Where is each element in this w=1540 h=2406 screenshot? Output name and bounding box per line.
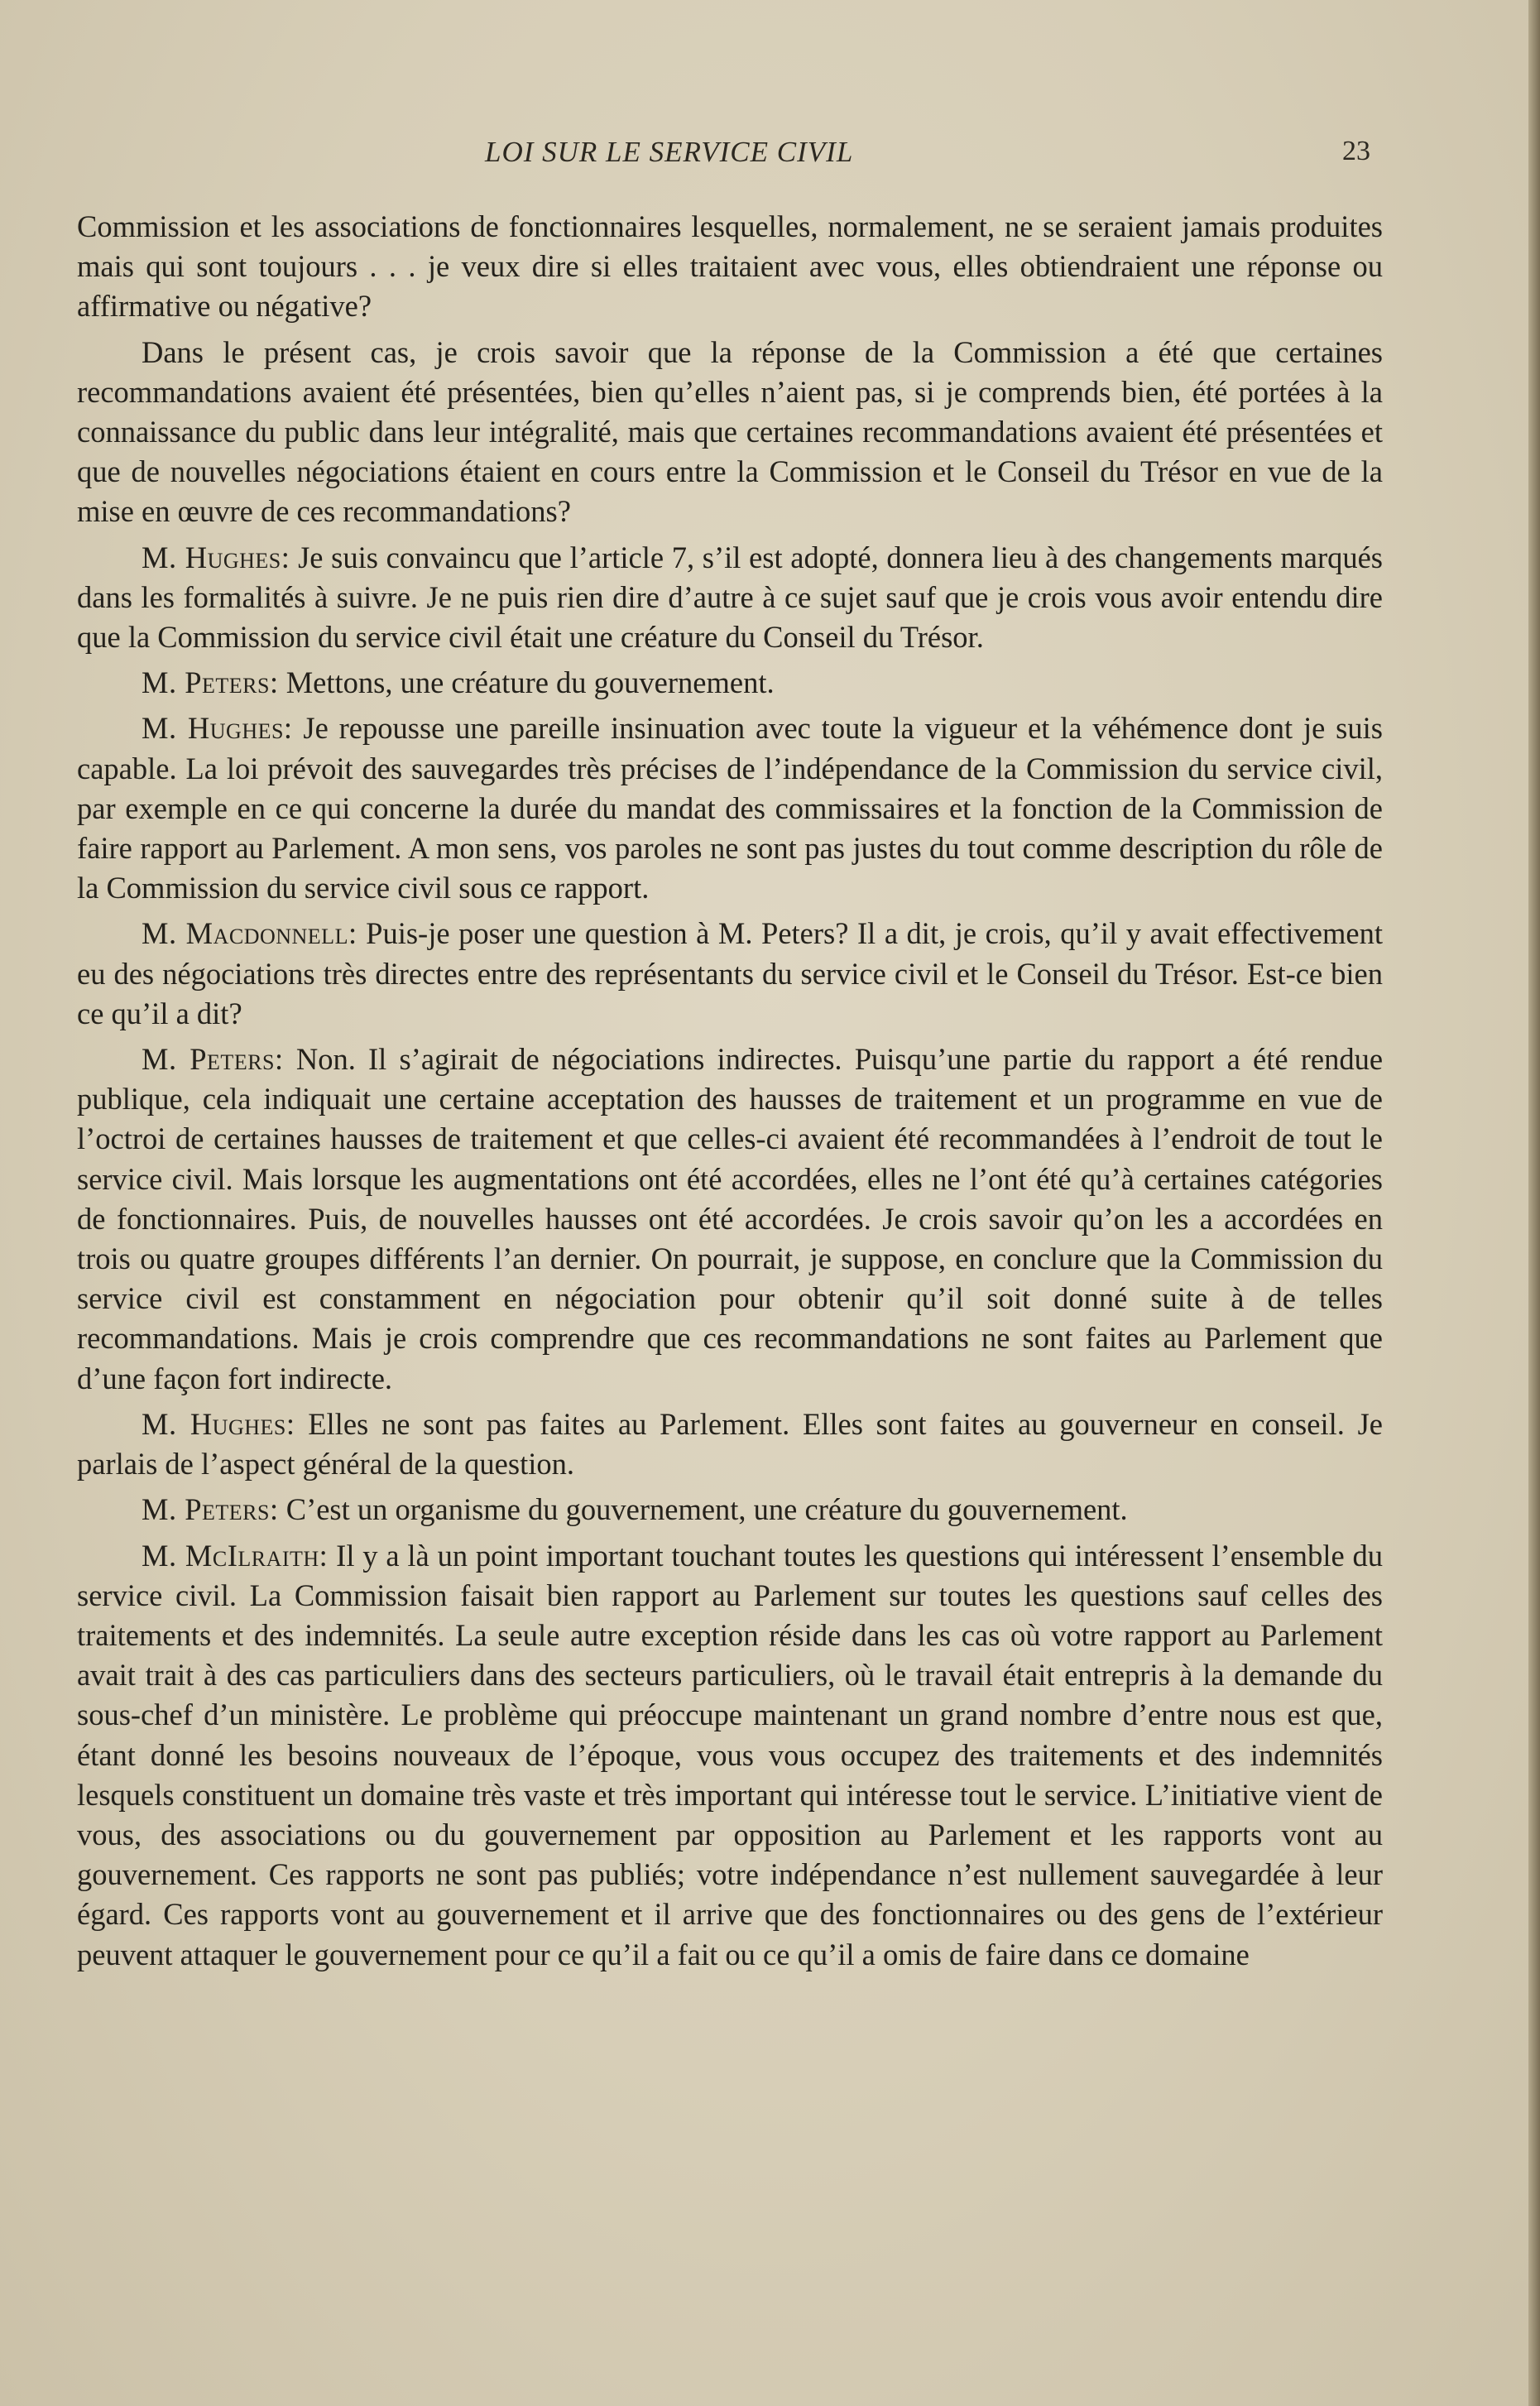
paragraph-text: Non. Il s’agirait de négociations indirectes. Puisqu’une partie du rapport a été rendue publique, cela indiquait une certaine acceptation des hausses de traitement et un programme en vue de l’octroi de certaines hausses de traitement et que celles-ci avaient été recommandées à l’endroit de tout le service civil. Mais lorsque les augmentations ont été accordées, elles ne l’ont été qu’à certaines catégories de fonctionnaires. Puis, de nouvelles hausses ont été accordées. Je crois savoir qu’on les a accordées en trois ou quatre groupes différents l’an dernier. On pourrait, je suppose, en conclure que la Commission du service civil est constamment en négociation pour obtenir qu’il soit donné suite à de telles recommandations. Mais je crois comprendre que ces recommandations ne sont faites au Parlement que d’une façon fort indirecte. (77, 1042, 1384, 1395)
speaker-name: M. Peters: (142, 665, 279, 700)
speaker-name: M. Peters: (142, 1492, 279, 1527)
running-title: LOI SUR LE SERVICE CIVIL (485, 136, 854, 168)
paragraph-text: Je repousse une pareille insinuation avec toute la vigueur et la véhémence dont je suis capable. La loi prévoit des sauvegardes très précises de l’indépendance de la Commission du service civil, par exemple en ce qui concerne la durée du mandat des commissaires et la fonction de la Commission de faire rapport au Parlement. A mon sens, vos paroles ne sont pas justes du tout comme description du rôle de la Commission du service civil sous ce rapport. (77, 711, 1383, 905)
paragraph-text: Je suis convaincu que l’article 7, s’il est adopté, donnera lieu à des changements marqués dans les formalités à suivre. Je ne puis rien dire d’autre à ce sujet sauf que je crois vous avoir entendu dire que la Commission du service civil était une créature du Conseil du Trésor. (77, 540, 1384, 655)
speaker-name: M. Hughes: (142, 711, 293, 746)
paragraph (77, 538, 1383, 658)
paragraph-text: Elles ne sont pas faites au Parlement. Elles sont faites au gouverneur en conseil. Je parlais de l’aspect général de la question. (77, 1406, 1383, 1482)
paragraph (77, 1490, 1383, 1530)
paragraph (77, 207, 1383, 327)
page-header (0, 136, 1540, 177)
paragraph-text: Mettons, une créature du gouvernement. (285, 665, 775, 700)
paragraph (77, 1536, 1383, 1975)
paragraph-text: Il y a là un point important touchant toutes les questions qui intéressent l’ensemble du service civil. La Commission faisait bien rapport au Parlement sur toutes les questions sauf celles des traitements et des indemnités. La seule autre exception réside dans les cas où votre rapport au Parlement avait trait à des cas particuliers dans des secteurs particuliers, où le travail était entrepris à la demande du sous-chef d’un ministère. Le problème qui préoccupe maintenant un grand nombre d’entre nous est que, étant donné les besoins nouveaux de l’époque, vous vous occupez des traitements et des indemnités lesquels constituent un domaine très vaste et très important qui intéresse tout le service. L’initiative vient de vous, des associations ou du gouvernement par opposition au Parlement et les rapports vont au gouvernement. Ces rapports ne sont pas publiés; votre indépendance n’est nullement sauvegardée à leur égard. Ces rapports vont au gouvernement et il arrive que des fonctionnaires ou des gens de l’extérieur peuvent attaquer le gouvernement pour ce qu’il a fait ou ce qu’il a omis de faire dans ce domaine (77, 1538, 1383, 1971)
paragraph (77, 1040, 1383, 1399)
paragraph (77, 914, 1383, 1034)
paragraph (77, 1405, 1383, 1484)
speaker-name: M. McIlraith: (142, 1538, 329, 1573)
paragraph (77, 333, 1383, 532)
paragraph-text: Puis-je poser une question à M. Peters? Il a dit, je crois, qu’il y avait effectivement eu des négociations très directes entre des représentants du service civil et le Conseil du Trésor. Est-ce bien ce qu’il a dit? (77, 916, 1383, 1030)
speaker-name: M. Peters: (142, 1042, 284, 1077)
page-body (77, 207, 1383, 1981)
speaker-name: M. Hughes: (142, 540, 290, 574)
speaker-name: M. Hughes: (142, 1406, 295, 1441)
paragraph-text: Commission et les associations de fonctionnaires lesquelles, normalement, ne se seraient jamais produites mais qui sont toujours . . . je veux dire si elles traitaient avec vous, elles obtiendraient une réponse ou affirmative ou négative? (77, 209, 1383, 324)
page-number: 23 (1342, 136, 1370, 166)
paragraph (77, 708, 1383, 908)
speaker-name: M. Macdonnell: (142, 916, 357, 951)
page-edge (1528, 0, 1540, 2406)
paragraph (77, 663, 1383, 703)
paragraph-text: Dans le présent cas, je crois savoir que la réponse de la Commission a été que certaines recommandations avaient été présentées, bien qu’elles n’aient pas, si je comprends bien, été portées à la connaissance du public dans leur intégralité, mais que certaines recommandations avaient été présentées et que de nouvelles négociations étaient en cours entre la Commission et le Conseil du Trésor en vue de la mise en œuvre de ces recommandations? (77, 334, 1383, 529)
paragraph-text: C’est un organisme du gouvernement, une créature du gouvernement. (285, 1492, 1128, 1527)
